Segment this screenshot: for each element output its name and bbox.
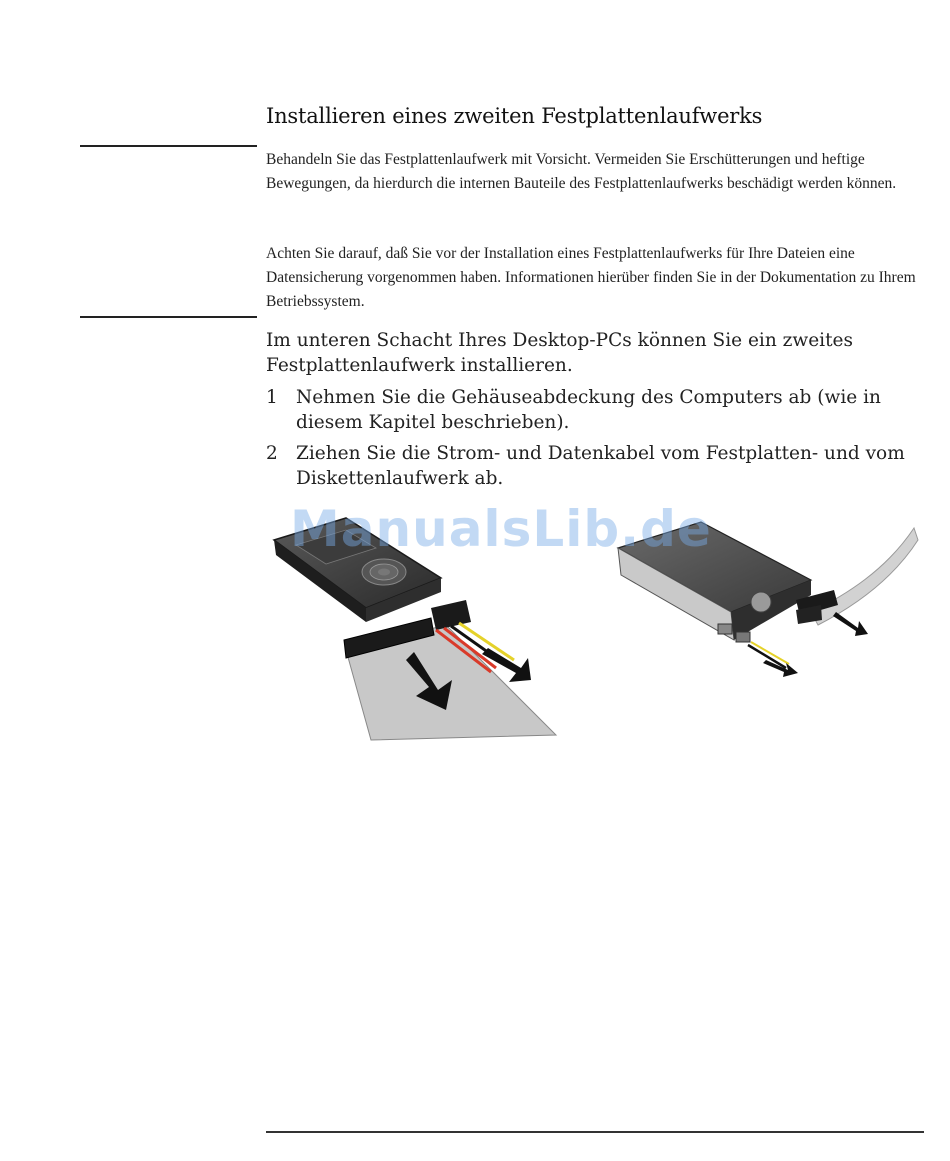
step-2 [266,441,916,491]
note-top-rule [80,145,257,147]
note-bottom-rule [80,316,257,318]
step-text: Ziehen Sie die Strom- und Datenkabel vom Festplatten- und vom Diskettenlaufwerk ab. [296,443,905,489]
watermark-logo[interactable]: ManualsLib.de [290,500,712,558]
section-heading: Installieren eines zweiten Festplattenlaufwerks [266,104,763,128]
arrow-icon [763,660,798,677]
step-text: Nehmen Sie die Gehäuseabdeckung des Computers ab (wie in diesem Kapitel beschrieben). [296,387,881,433]
caution-note: Behandeln Sie das Festplattenlaufwerk mit Vorsicht. Vermeiden Sie Erschütterungen und heftige Bewegungen, da hierdurch die internen Bauteile des Festplattenlaufwerks beschädigt werden können. [266,151,897,192]
intro-paragraph: Im unteren Schacht Ihres Desktop-PCs können Sie ein zweites Festplattenlaufwerk installieren. [266,330,853,376]
step-1 [266,385,916,435]
backup-note: Achten Sie darauf, daß Sie vor der Installation eines Festplattenlaufwerks für Ihre Dateien eine Datensicherung vorgenommen haben. Informationen hierüber finden Sie in der Dokumentation zu Ihrem Betriebssystem. [266,245,916,310]
step-number: 2 [266,443,278,464]
arrow-icon [833,612,868,636]
footer-rule [266,1131,924,1133]
step-number: 1 [266,387,278,408]
